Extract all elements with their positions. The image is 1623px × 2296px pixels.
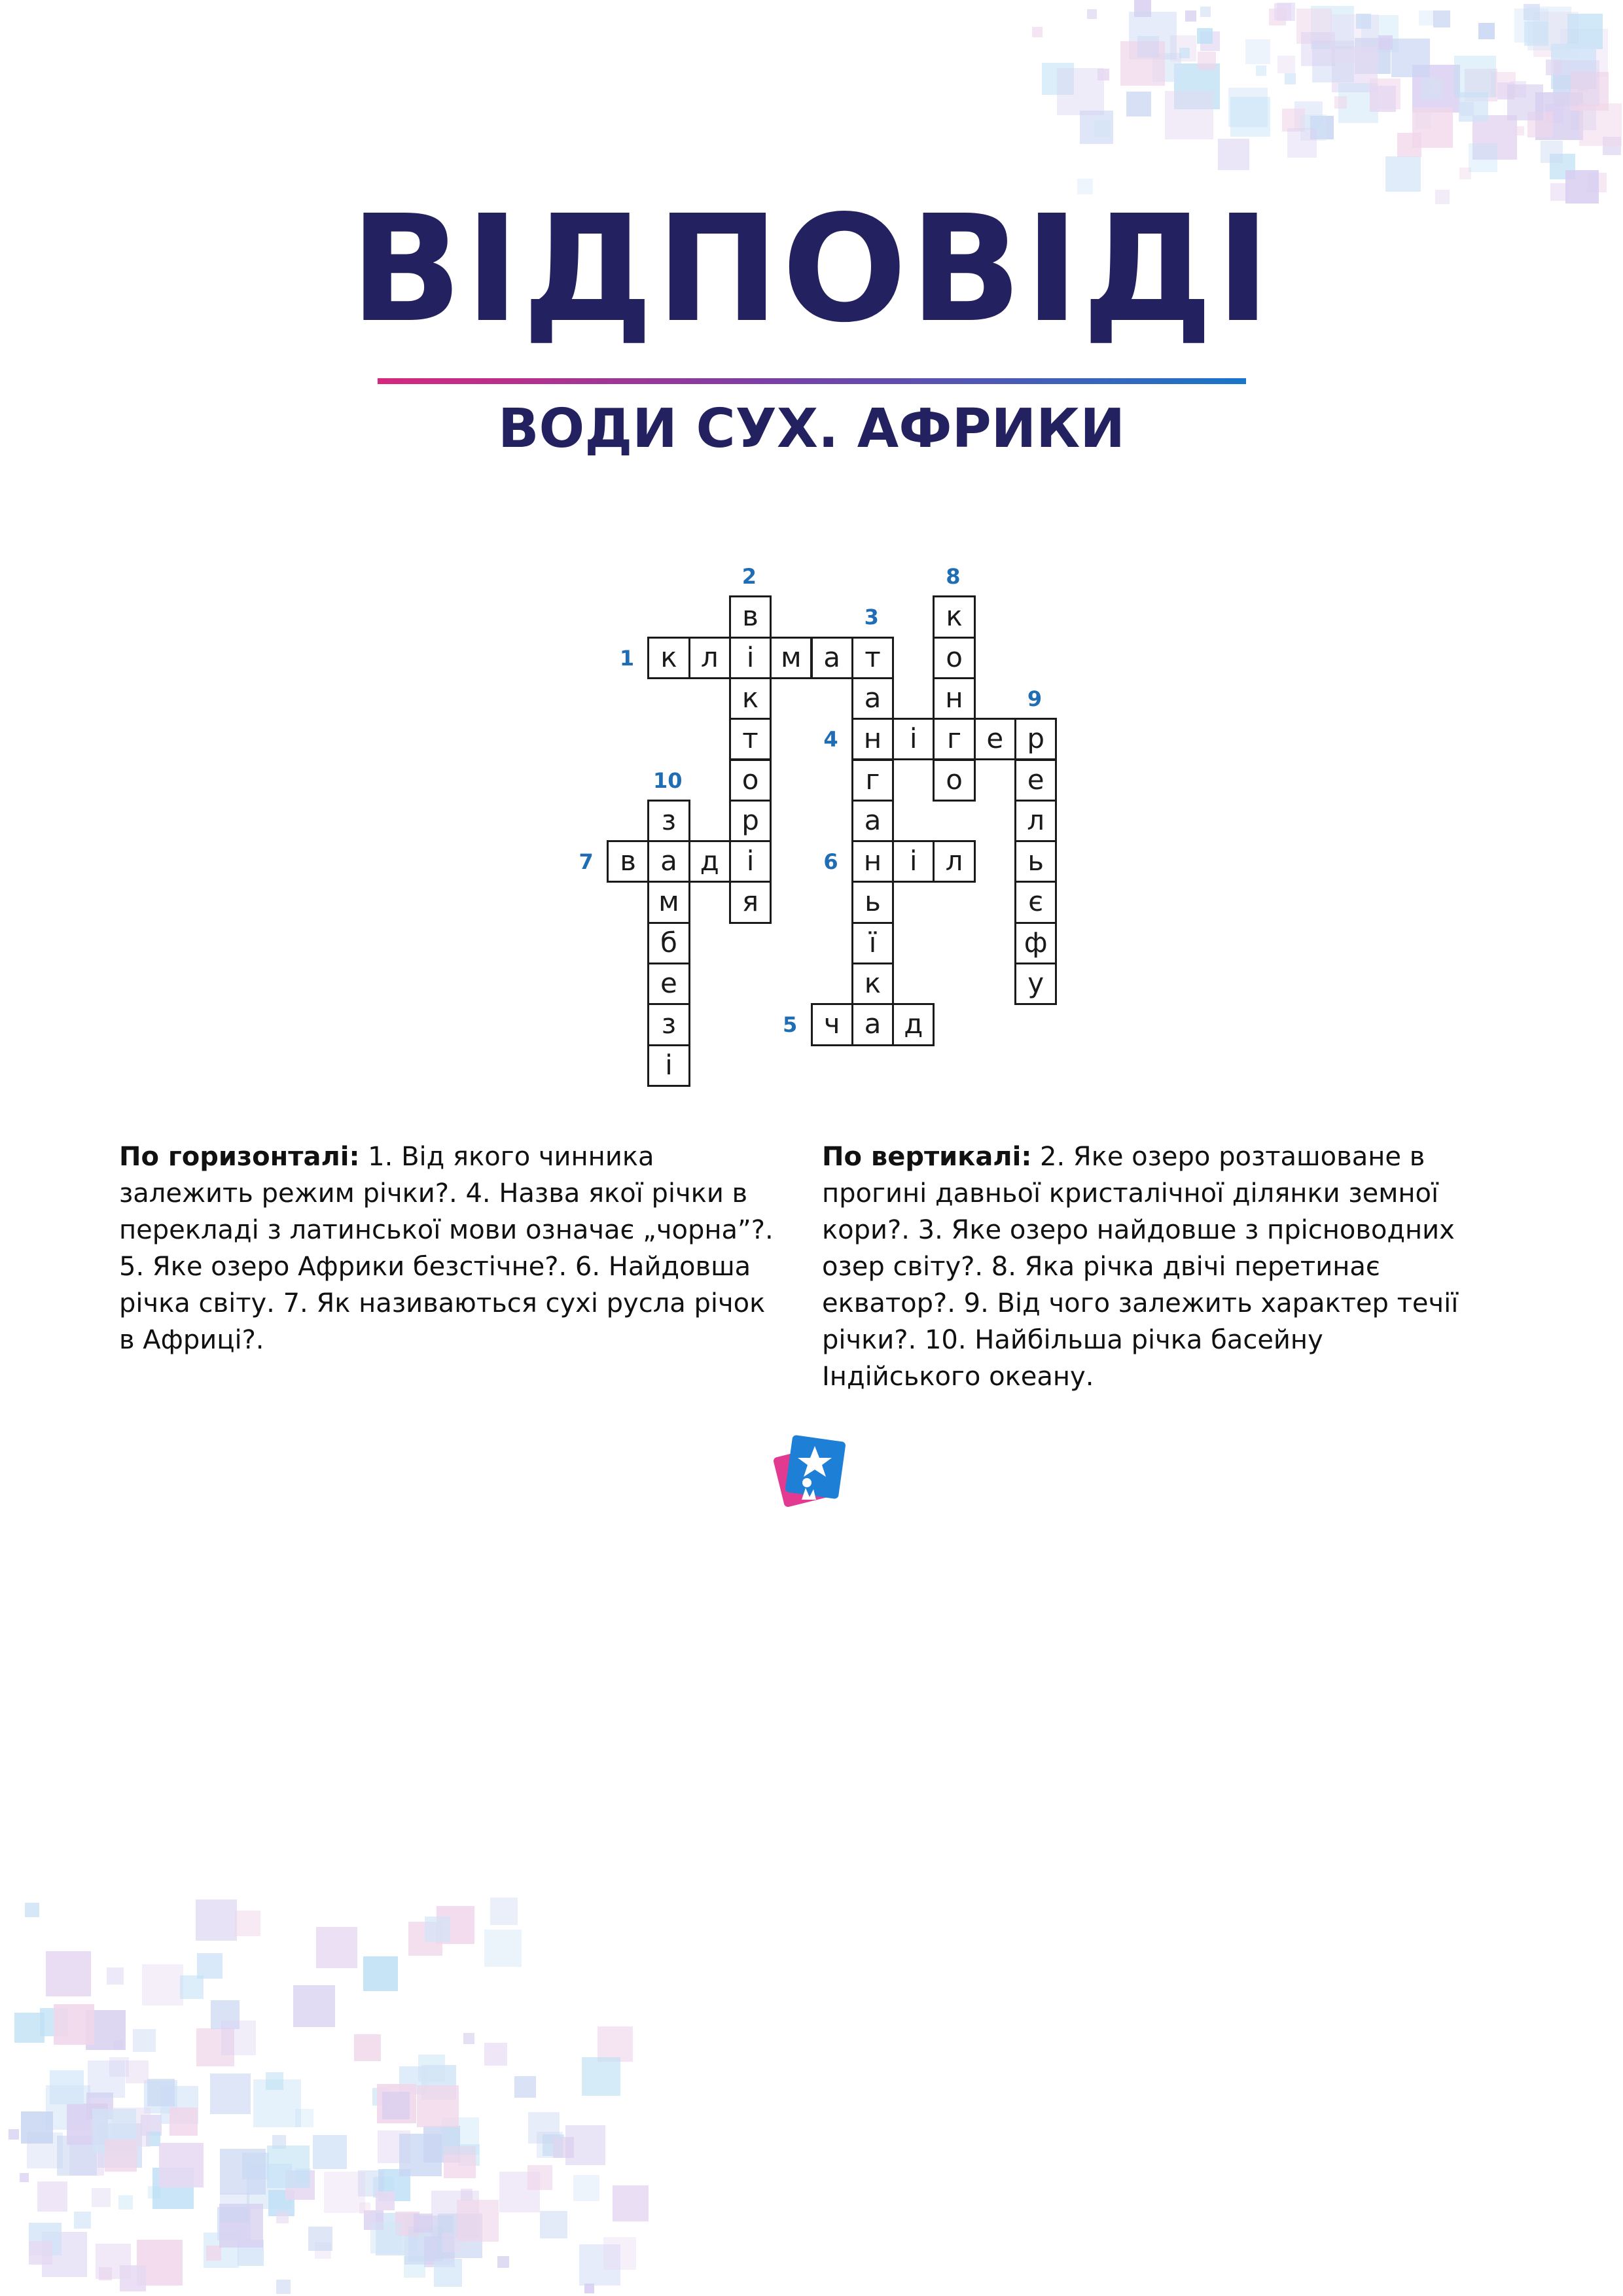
decorative-square <box>613 2185 649 2221</box>
decorative-square <box>484 2043 507 2066</box>
crossword-cell: е <box>974 718 1016 760</box>
decorative-squares-bottom-left <box>0 1898 654 2296</box>
decorative-square <box>540 2211 567 2238</box>
decorative-square <box>210 2074 251 2114</box>
decorative-square <box>1370 86 1396 112</box>
crossword-cell: ї <box>851 922 894 964</box>
crossword-cell: і <box>892 718 935 760</box>
clue-number: 8 <box>946 564 961 589</box>
decorative-square <box>1277 56 1295 73</box>
title-gradient-rule <box>378 378 1246 384</box>
star-kids-logo-icon <box>769 1432 854 1510</box>
decorative-square <box>148 2186 160 2199</box>
decorative-square <box>1378 35 1393 50</box>
clue-number: 3 <box>864 605 879 630</box>
crossword-cell: з <box>647 800 690 842</box>
decorative-square <box>425 1916 450 1942</box>
decorative-square <box>1137 36 1159 58</box>
crossword-cell: н <box>933 677 975 720</box>
decorative-square <box>359 2202 370 2214</box>
decorative-square <box>490 1898 518 1925</box>
crossword-cell: р <box>729 800 772 842</box>
decorative-square <box>180 1975 204 1999</box>
clues-down-text: 2. Яке озеро розташоване в прогині давньої кристалічної ділянки земної кори?. 3. Яке озеро найдовше з прісноводних озер світу?. 8. Яка річка двічі перетинає екватор?. 9. Від чого залежить характер течії річки?. 10. Найбільша річка басейну Індійського океану. <box>822 1142 1459 1392</box>
decorative-square <box>133 2029 156 2052</box>
decorative-square <box>1454 56 1496 97</box>
decorative-square <box>573 2175 599 2201</box>
decorative-square <box>107 1968 124 1985</box>
decorative-square <box>370 2222 402 2253</box>
decorative-square <box>293 1985 335 2027</box>
crossword-cell: у <box>1014 963 1057 1005</box>
clues-across-text: 1. Від якого чинника залежить режим річки?. 4. Назва якої річки в перекладі з латинської мови означає „чорна”?. 5. Яке озеро Африки безстічне?. 6. Найдовша річка світу. 7. Як називаються сухі русла річок в Африці?. <box>119 1142 774 1355</box>
crossword-cell: е <box>647 963 690 1005</box>
decorative-square <box>316 1927 357 1968</box>
decorative-square <box>74 2212 91 2229</box>
crossword-cell: о <box>933 759 975 802</box>
decorative-square <box>363 1956 398 1991</box>
decorative-square <box>484 1930 522 1967</box>
clues-across <box>119 1139 774 1358</box>
crossword-cell: і <box>892 840 935 883</box>
decorative-square <box>1274 3 1291 20</box>
decorative-square <box>442 2233 461 2252</box>
decorative-square <box>27 2132 63 2168</box>
crossword-cell: н <box>851 718 894 760</box>
decorative-square <box>114 2040 123 2049</box>
decorative-square <box>1554 60 1599 106</box>
decorative-squares-top-right <box>1021 0 1623 209</box>
decorative-square <box>376 2191 395 2210</box>
crossword-cell: о <box>729 759 772 802</box>
decorative-square <box>457 2200 499 2242</box>
decorative-square <box>399 2134 442 2176</box>
decorative-square <box>565 2125 605 2165</box>
decorative-square <box>54 2004 94 2045</box>
decorative-square <box>1198 52 1216 70</box>
decorative-square <box>9 2129 19 2140</box>
decorative-square <box>1469 143 1497 172</box>
crossword-cell: к <box>933 595 975 638</box>
decorative-square <box>1287 128 1317 158</box>
decorative-square <box>20 2173 29 2182</box>
decorative-square <box>1185 10 1196 22</box>
decorative-square <box>434 2259 462 2287</box>
crossword-cell: а <box>851 800 894 842</box>
crossword-cell: г <box>933 718 975 760</box>
crossword-cell: ь <box>1014 840 1057 883</box>
decorative-square <box>497 2256 509 2268</box>
crossword-cell: м <box>647 881 690 923</box>
crossword-cell: м <box>770 637 812 679</box>
decorative-square <box>50 2070 84 2104</box>
decorative-square <box>1391 39 1430 77</box>
decorative-square <box>147 2079 175 2106</box>
decorative-square <box>159 2143 204 2187</box>
decorative-square <box>1245 39 1270 64</box>
decorative-square <box>1541 141 1563 163</box>
crossword-cell: а <box>811 637 853 679</box>
decorative-square <box>206 2246 221 2261</box>
decorative-square <box>221 2021 256 2055</box>
decorative-square <box>118 2195 133 2210</box>
decorative-square <box>382 2092 410 2119</box>
decorative-square <box>1179 48 1190 58</box>
decorative-square <box>29 2241 52 2265</box>
decorative-square <box>354 2034 381 2061</box>
decorative-square <box>1478 23 1495 39</box>
decorative-square <box>1433 10 1450 27</box>
decorative-square <box>142 1964 183 2005</box>
decorative-square <box>1285 73 1296 84</box>
decorative-square <box>105 2140 137 2172</box>
decorative-square <box>46 1951 91 1996</box>
decorative-square <box>1165 91 1213 139</box>
decorative-square <box>1421 78 1443 99</box>
crossword-cell: ь <box>851 881 894 923</box>
decorative-square <box>235 1911 260 1936</box>
crossword-cell: в <box>607 840 649 883</box>
crossword-cell: і <box>729 840 772 883</box>
crossword-cell: о <box>933 637 975 679</box>
clue-number: 9 <box>1027 686 1043 711</box>
decorative-square <box>1507 84 1543 120</box>
decorative-square <box>1330 14 1379 63</box>
decorative-square <box>1097 69 1109 80</box>
crossword-cell: і <box>729 637 772 679</box>
decorative-square <box>1527 7 1571 50</box>
crossword-cell: г <box>851 759 894 802</box>
decorative-square <box>1087 9 1097 19</box>
crossword-cell: к <box>851 963 894 1005</box>
decorative-square <box>1515 126 1524 135</box>
clues-down <box>822 1139 1476 1395</box>
decorative-square <box>414 2214 433 2233</box>
decorative-square <box>1200 7 1211 17</box>
crossword-cell: з <box>647 1003 690 1046</box>
decorative-square <box>313 2135 347 2169</box>
crossword-cell: д <box>688 840 731 883</box>
decorative-square <box>220 2149 266 2195</box>
decorative-square <box>514 2076 536 2098</box>
decorative-square <box>1126 92 1151 116</box>
decorative-square <box>527 2165 552 2190</box>
decorative-square <box>276 2211 289 2223</box>
clue-number: 10 <box>653 768 683 793</box>
decorative-square <box>220 2193 249 2223</box>
crossword-cell: л <box>688 637 731 679</box>
clue-number: 5 <box>783 1012 798 1038</box>
decorative-square <box>308 2227 332 2251</box>
decorative-square <box>196 1899 237 1941</box>
decorative-square <box>1256 65 1266 76</box>
crossword-cell: ч <box>811 1003 853 1046</box>
decorative-square <box>603 2237 636 2270</box>
decorative-square <box>1094 120 1111 137</box>
decorative-square <box>267 2146 310 2188</box>
clue-number: 1 <box>619 645 635 671</box>
decorative-square <box>417 2085 459 2127</box>
crossword-cell: а <box>647 840 690 883</box>
decorative-square <box>1032 27 1043 37</box>
decorative-square <box>92 2188 111 2207</box>
decorative-square <box>582 2057 620 2096</box>
crossword-cell: б <box>647 922 690 964</box>
crossword-cell: в <box>729 595 772 638</box>
decorative-square <box>37 2181 67 2212</box>
clues-down-heading: По вертикалі: <box>822 1142 1032 1172</box>
crossword-cell: є <box>1014 881 1057 923</box>
clues-across-heading: По горизонталі: <box>119 1142 360 1172</box>
crossword-cell: ф <box>1014 922 1057 964</box>
page-subtitle: ВОДИ СУХ. АФРИКИ <box>498 398 1125 460</box>
decorative-square <box>276 2280 291 2294</box>
decorative-square <box>1230 97 1270 137</box>
decorative-square <box>537 2132 563 2158</box>
crossword-cell: і <box>647 1044 690 1087</box>
crossword-cell: р <box>1014 718 1057 760</box>
decorative-square <box>109 2057 129 2077</box>
decorative-square <box>463 2033 474 2044</box>
decorative-square <box>1218 139 1249 170</box>
decorative-square <box>25 1903 39 1917</box>
crossword-cell: а <box>851 1003 894 1046</box>
crossword-cell: л <box>1014 800 1057 842</box>
crossword-cell: а <box>851 677 894 720</box>
decorative-square <box>126 2060 149 2083</box>
decorative-square <box>1579 103 1622 146</box>
crossword-cell: к <box>729 677 772 720</box>
page-title: ВІДПОВІДІ <box>349 184 1274 355</box>
decorative-square <box>1385 156 1421 192</box>
crossword-cell: т <box>851 637 894 679</box>
decorative-square <box>1334 96 1347 109</box>
decorative-square <box>169 2108 198 2136</box>
clue-number: 2 <box>741 564 757 589</box>
crossword-cell: д <box>892 1003 935 1046</box>
clue-number: 4 <box>823 727 838 752</box>
clue-number: 6 <box>823 849 838 875</box>
crossword-cell: к <box>647 637 690 679</box>
crossword-cell: я <box>729 881 772 923</box>
decorative-square <box>1197 28 1213 44</box>
crossword-cell: л <box>933 840 975 883</box>
decorative-square <box>120 2265 146 2291</box>
decorative-square <box>1419 10 1434 26</box>
crossword-cell: н <box>851 840 894 883</box>
crossword-cell: е <box>1014 759 1057 802</box>
decorative-square <box>266 2072 283 2090</box>
crossword-cell: т <box>729 718 772 760</box>
decorative-square <box>1412 107 1453 148</box>
clue-number: 7 <box>579 849 594 875</box>
